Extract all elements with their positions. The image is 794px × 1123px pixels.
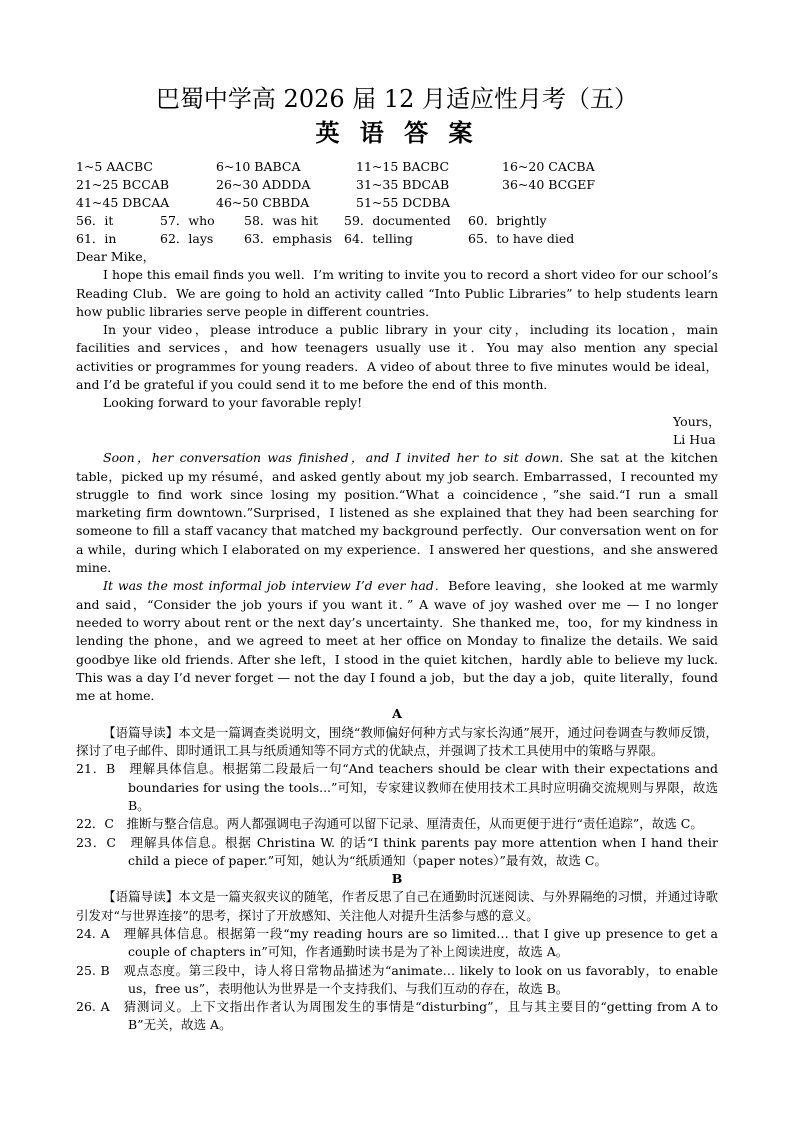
letter-paragraph: Looking forward to your favorable reply! xyxy=(103,395,363,411)
continuation-paragraph xyxy=(76,449,718,577)
explanation-item xyxy=(76,760,718,815)
section-heading: B xyxy=(391,871,403,887)
continuation-writing xyxy=(76,449,718,705)
fill-cell: 63．emphasis xyxy=(244,231,332,246)
paragraph-body: . She sat at the kitchen table，picked up my résumé，and asked gently about my job search. Embarrassed，I recounted my struggle to find work since losing my position.“What a coincidence，”she said.“I run a small marketing firm downtown.”Surprised，I listened as she explained that they had been searching for someone to fill a staff vacancy that matched my background perfectly．Our conversation went on for a while，during which I elaborated on my experience．I answered her questions，and she answered mine． xyxy=(76,450,718,576)
answer-key-fill xyxy=(76,212,718,248)
item-label: 22．C xyxy=(76,816,114,832)
explanation-item xyxy=(76,834,718,871)
item-label: 21．B xyxy=(76,761,116,777)
answer-cell: 36~40 BCGEF xyxy=(502,177,596,192)
answer-cell: 46~50 CBBDA xyxy=(216,195,310,210)
answer-cell: 41~45 DBCAA xyxy=(76,195,170,210)
answer-cell: 11~15 BACBC xyxy=(356,159,450,174)
explanation-item xyxy=(76,815,718,833)
sample-letter xyxy=(76,248,721,449)
fill-cell: 60．brightly xyxy=(468,213,547,228)
section-b xyxy=(76,870,718,1035)
item-text: 猜测词义。上下文指出作者认为周围发生的事情是“disturbing”，且与其主要目的“getting from A to B”无关，故选 A。 xyxy=(123,999,718,1033)
answer-key-choice xyxy=(76,158,718,212)
section-a xyxy=(76,705,718,870)
item-text: 观点态度。第三段中，诗人将日常物品描述为“animate… likely to look on us favorably，to enable us，free us”，表明他认为世界是一个支持我们、与我们互动的存在，故选 B。 xyxy=(123,962,718,996)
answer-cell: 26~30 ADDDA xyxy=(216,177,311,192)
letter-closing: Yours， xyxy=(673,413,721,429)
fill-cell: 58．was hit xyxy=(244,213,319,228)
fill-cell: 64．telling xyxy=(344,231,413,246)
explanation-item xyxy=(76,998,718,1035)
given-sentence: It was the most informal job interview I’d ever had xyxy=(103,578,434,594)
fill-cell: 62．lays xyxy=(160,231,214,246)
answer-cell xyxy=(502,194,718,212)
answer-cell: 6~10 BABCA xyxy=(216,159,301,174)
item-text: 推断与整合信息。两人都强调电子沟通可以留下记录、厘清责任，从而更便于进行“责任追踪”，故选 C。 xyxy=(126,816,703,832)
letter-signature: Li Hua xyxy=(673,431,716,447)
paragraph-body: ．Before leaving，she looked at me warmly and said，“Consider the job yours if you want it．” A wave of joy washed over me — I no longer needed to worry about rent or the next day’s uncertainty．She thanked me，too，for my kindness in lending the phone，and we agreed to meet at her office on Monday to finalize the details. We said goodbye like old friends. After she left，I stood in the quiet kitchen，hardly able to believe my luck. This was a day I’d never forget — not the day I found a job，but the day a job，quite literally，found me at home． xyxy=(76,578,718,704)
item-text: 理解具体信息。根据 Christina W. 的话“I think parents pay more attention when I hand their child a piece of paper.”可知，她认为“纸质通知（paper notes）”最有效，故选 C。 xyxy=(128,834,718,868)
letter-paragraph: In your video，please introduce a public library in your city，including its location，main facilities and services，and how teenagers usually use it．You may also mention any special activities or programmes for young readers．A video of about three to five minutes would be ideal，and I’d be grateful if you could send it to me before the end of this month． xyxy=(76,322,718,393)
answer-cell: 31~35 BDCAB xyxy=(356,177,450,192)
document-subtitle: 英 语 答 案 xyxy=(315,118,479,147)
letter-greeting: Dear Mike， xyxy=(76,249,156,264)
document xyxy=(76,84,721,1035)
letter-paragraph: I hope this email finds you well．I’m writing to invite you to record a short video for our school’s Reading Club．We are going to hold an activity called “Into Public Libraries” to help students learn how public libraries serve people in different countries． xyxy=(76,267,718,319)
fill-cell: 65．to have died xyxy=(468,231,575,246)
item-label: 23．C xyxy=(76,834,116,850)
document-title: 巴蜀中学高 2026 届 12 月适应性月考（五） xyxy=(155,85,639,113)
explanation-item xyxy=(76,925,718,962)
fill-cell: 56．it xyxy=(76,213,114,228)
reading-guide: 【语篇导读】本文是一篇调查类说明文，围绕“教师偏好何种方式与家长沟通”展开，通过问卷调查与教师反馈，探讨了电子邮件、即时通讯工具与纸质通知等不同方式的优缺点，并强调了技术工具使用中的策略与界限。 xyxy=(76,724,718,759)
continuation-paragraph xyxy=(76,577,718,705)
explanation-item xyxy=(76,962,718,999)
answer-cell: 1~5 AACBC xyxy=(76,159,153,174)
given-sentence: Soon，her conversation was finished，and I invited her to sit down xyxy=(103,450,560,466)
item-text: 理解具体信息。根据第一段“my reading hours are so limited… that I give up presence to get a couple of chapters in”可知，作者通勤时读书是为了补上阅读进度，故选 A。 xyxy=(123,925,718,960)
answer-cell: 21~25 BCCAB xyxy=(76,177,170,192)
section-heading: A xyxy=(392,706,402,722)
item-label: 25. B xyxy=(76,962,110,978)
fill-cell: 57．who xyxy=(160,213,215,228)
answer-cell: 16~20 CACBA xyxy=(502,159,595,174)
answer-cell: 51~55 DCDBA xyxy=(356,195,451,210)
fill-cell: 61．in xyxy=(76,231,117,246)
reading-guide: 【语篇导读】本文是一篇夹叙夹议的随笔，作者反思了自己在通勤时沉迷阅读、与外界隔绝的习惯，并通过诗歌引发对“与世界连接”的思考，探讨了开放感知、关注他人对提升生活参与感的意义。 xyxy=(76,889,718,923)
item-text: 理解具体信息。根据第二段最后一句“And teachers should be clear with their expectations and boundaries for using the tools...”可知，专家建议教师在使用技术工具时应明确交流规则与界限，故选 B。 xyxy=(128,761,718,813)
fill-cell: 59．documented xyxy=(344,213,451,228)
item-label: 24. A xyxy=(76,925,110,941)
item-label: 26. A xyxy=(76,999,110,1015)
